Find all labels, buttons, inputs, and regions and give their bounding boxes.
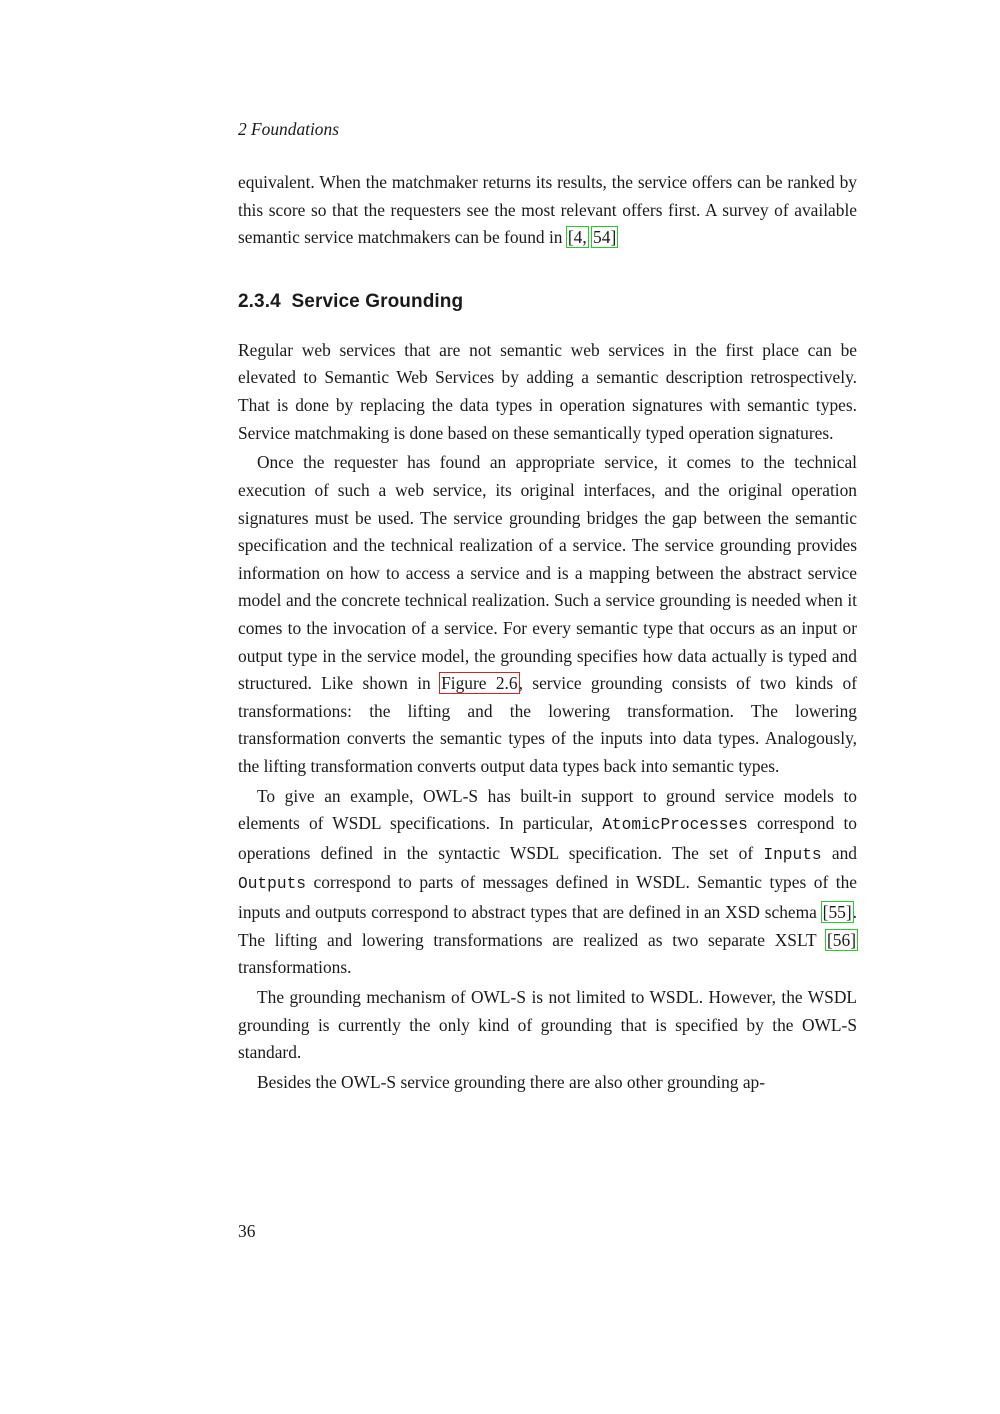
- section-title: Service Grounding: [291, 290, 464, 312]
- body-text: [238, 169, 857, 1097]
- section-number: 2.3.4: [238, 290, 281, 312]
- text-span: . The lifting and lowering transformations are realized as two separate XSLT: [238, 902, 857, 950]
- text-span: To give an example, OWL-S has built-in support to ground service models to elements of WSDL specifications. In particular,: [238, 785, 857, 834]
- paragraph-other-groundings: Besides the OWL-S service grounding there are also other grounding ap-: [257, 1071, 766, 1092]
- paragraph-elevating-services: Regular web services that are not semantic web services in the first place can be elevated to Semantic Web Services by adding a semantic description retrospectively. That is done by replacing the data types in operation signatures with semantic types. Service matchmaking is done based on these semantically typed operation signatures.: [238, 339, 857, 443]
- page-number: 36: [238, 1221, 256, 1241]
- code-term: Inputs: [763, 845, 822, 864]
- paragraph-grounding-mechanism: The grounding mechanism of OWL-S is not limited to WSDL. However, the WSDL grounding is currently the only kind of grounding that is specified by the OWL-S standard.: [238, 987, 857, 1063]
- text-span: and: [821, 842, 857, 863]
- citation-link[interactable]: [4,: [567, 227, 587, 248]
- text-span: transformations.: [238, 957, 352, 978]
- citation-link[interactable]: [56]: [827, 929, 856, 950]
- text-span: correspond to parts of messages defined in WSDL. Semantic types of the inputs and outputs correspond to abstract types that are defined in an XSD schema: [238, 872, 857, 923]
- citation-link[interactable]: [55]: [822, 902, 852, 923]
- figure-reference-link[interactable]: Figure 2.6: [441, 673, 518, 694]
- paragraph-service-grounding: [238, 449, 857, 780]
- text-span: Once the requester has found an appropriate service, it comes to the technical execution of such a web service, its original interfaces, and the original operation signatures must be used. The service grounding bridges the gap between the semantic specification and the technical realization of a service. The service grounding provides information on how to access a service and is a mapping between the abstract service model and the concrete technical realization. Such a service grounding is needed when it comes to the invocation of a service. For every semantic type that occurs as an input or output type in the service model, the grounding specifies how data actually is typed and structured. Like shown in: [238, 452, 857, 694]
- paragraph-owls-example: [238, 783, 857, 982]
- code-term: AtomicProcesses: [602, 816, 748, 835]
- running-head: 2 Foundations: [238, 119, 339, 139]
- paragraph-matchmaker-ranking: [238, 169, 857, 252]
- section-heading: [238, 288, 857, 316]
- text-span: correspond to operations defined in the syntactic WSDL specification. The set of: [238, 813, 857, 863]
- citation-link[interactable]: 54]: [593, 227, 617, 248]
- code-term: Outputs: [238, 875, 306, 894]
- text-span: , service grounding consists of two kinds of transformations: the lifting and the lowering transformation. The lowering transformation converts the semantic types of the inputs into data types. Analogously, the lifting transformation converts output data types back into semantic types.: [238, 673, 857, 776]
- text-span: equivalent. When the matchmaker returns its results, the service offers can be ranked by this score so that the requesters see the most relevant offers first. A survey of available semantic service matchmakers can be found in: [238, 172, 857, 248]
